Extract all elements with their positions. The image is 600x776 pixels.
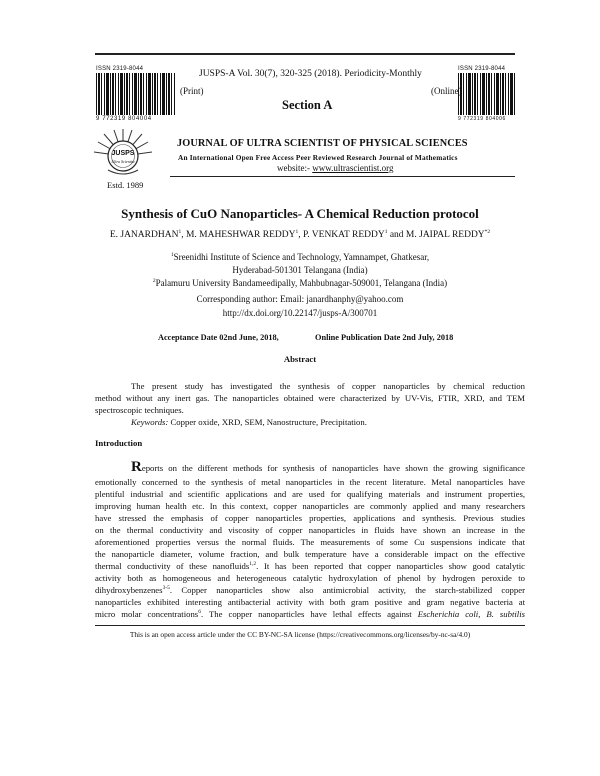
website-link[interactable]: www.ultrascientist.org bbox=[312, 163, 394, 173]
article-title: Synthesis of CuO Nanoparticles- A Chemical Reduction protocol bbox=[121, 206, 479, 221]
journal-logo bbox=[92, 128, 154, 180]
intro-line-5: have stressed the emphasis of copper nanoparticles properties, applications and synthesis. Previous studies bbox=[95, 513, 525, 523]
barcode-online bbox=[458, 73, 516, 115]
keywords-label: Keywords: bbox=[131, 417, 169, 427]
intro-line-13: micro molar concentrations$^6$. The copper nanoparticles have lethal effects against Escherichia coli, B. subtilis bbox=[95, 609, 525, 619]
author-1: E. JANARDHAN$^1$, bbox=[109, 228, 186, 240]
drop-cap: R bbox=[131, 459, 142, 475]
doi-link[interactable]: http://dx.doi.org/10.22147/jusps-A/300701 bbox=[222, 308, 378, 318]
intro-line-12: nanoparticles exhibited interesting antibacterial activity with both gram positive and gram negative bacteria at bbox=[95, 597, 525, 607]
barcode-online-number: 9 772319 804006 bbox=[458, 116, 506, 122]
affiliation-1-line-1: $^1$Sreenidhi Institute of Science and Technology, Yamnampet, Ghatkesar, bbox=[170, 252, 430, 262]
intro-line-7: aforementioned properties versus the normal fluids. The measurements of some Cu suspensions indicate that bbox=[95, 537, 525, 547]
issn-online-label: ISSN 2319-8044 bbox=[458, 66, 506, 72]
logo-subtext: Ultra Scientist bbox=[111, 159, 135, 164]
barcode-print-number: 9 772319 804004 bbox=[96, 116, 152, 122]
journal-name: JOURNAL OF ULTRA SCIENTIST OF PHYSICAL SCIENCES bbox=[177, 138, 468, 149]
intro-line-6: on the thermal conductivity and viscosity of copper nanoparticles in fluids have shown an increase in the bbox=[95, 525, 525, 535]
established-year: Estd. 1989 bbox=[107, 180, 144, 190]
masthead-rule bbox=[170, 176, 515, 177]
footer-rule bbox=[95, 625, 525, 626]
journal-tagline: An International Open Free Access Peer Reviewed Research Journal of Mathematics bbox=[178, 153, 458, 162]
journal-reference: JUSPS-A Vol. 30(7), 320-325 (2018). Periodicity-Monthly bbox=[199, 69, 422, 79]
issn-print-label: ISSN 2319-8044 bbox=[96, 66, 144, 72]
intro-line-1: Reports on the different methods for synthesis of nanoparticles have shown the growing significance bbox=[131, 459, 525, 475]
abstract-line-2: method without any inert gas. The nanoparticles obtained were characterized by UV-Vis, FTIR, XRD, and TEM bbox=[95, 393, 525, 403]
author-2: M. MAHESHWAR REDDY$^1$, bbox=[185, 228, 303, 240]
author-list bbox=[60, 230, 540, 240]
website-line bbox=[277, 163, 394, 173]
barcode-print bbox=[96, 73, 176, 115]
website-label: website:- bbox=[277, 163, 310, 173]
abstract-line-3: spectroscopic techniques. bbox=[95, 405, 184, 415]
author-4: M. JAIPAL REDDY$^{*2}$ bbox=[405, 228, 491, 240]
keywords-list: Copper oxide, XRD, SEM, Nanostructure, Precipitation. bbox=[168, 417, 367, 427]
print-tag: (Print) bbox=[180, 86, 204, 96]
license-note: This is an open access article under the CC BY-NC-SA license (https://creativecommons.org/licenses/by-nc-sa/4.0) bbox=[129, 630, 471, 639]
publication-date: Online Publication Date 2nd July, 2018 bbox=[315, 333, 454, 342]
online-tag: (Online) bbox=[431, 86, 462, 96]
logo-text: JUSPS bbox=[111, 150, 135, 157]
affiliation-1-line-2: Hyderabad-501301 Telangana (India) bbox=[232, 265, 368, 275]
keywords-line bbox=[131, 416, 525, 428]
intro-line-2: emotionally concerned to the synthesis of metal nanoparticles in the recent literature. Metal nanoparticles have bbox=[95, 477, 525, 487]
corresponding-author: Corresponding author: Email: janardhanphy@yahoo.com bbox=[196, 294, 404, 304]
top-rule bbox=[95, 53, 515, 55]
intro-line-10: activity both as homogeneous and heterogeneous catalytic hydroxylation of phenol by hydrogen peroxide to bbox=[95, 573, 525, 583]
section-label: Section A bbox=[282, 98, 333, 112]
intro-line-9: thermal conductivity of these nanofluids$^{1,2}$. It has been reported that copper nanoparticles show good catalytic bbox=[95, 561, 525, 571]
introduction-heading: Introduction bbox=[95, 438, 143, 448]
intro-line-11: dihydroxybenzenes$^{3-5}$. Copper nanoparticles show also antimicrobial activity, the starch-stabilized copper bbox=[95, 585, 525, 595]
intro-line-8: the nanoparticle diameter, volume fraction, and bulk temperature have a considerable impact on the effective bbox=[95, 549, 525, 559]
author-3: P. VENKAT REDDY$^1$ and bbox=[302, 228, 406, 240]
abstract-line-1: The present study has investigated the synthesis of copper nanoparticles by chemical reduction bbox=[131, 381, 525, 391]
affiliation-2: $^2$Palamuru University Bandameedipally, Mahbubnagar-509001, Telangana (India) bbox=[152, 278, 448, 288]
intro-line-4: improving human health etc. In this context, copper nanoparticles are commonly applied and many researchers bbox=[95, 501, 525, 511]
intro-line-3: plentiful industrial and scientific applications and are used for qualifying materials and instrument properties, bbox=[95, 489, 525, 499]
acceptance-date: Acceptance Date 02nd June, 2018, bbox=[158, 333, 279, 342]
abstract-heading: Abstract bbox=[283, 354, 317, 364]
